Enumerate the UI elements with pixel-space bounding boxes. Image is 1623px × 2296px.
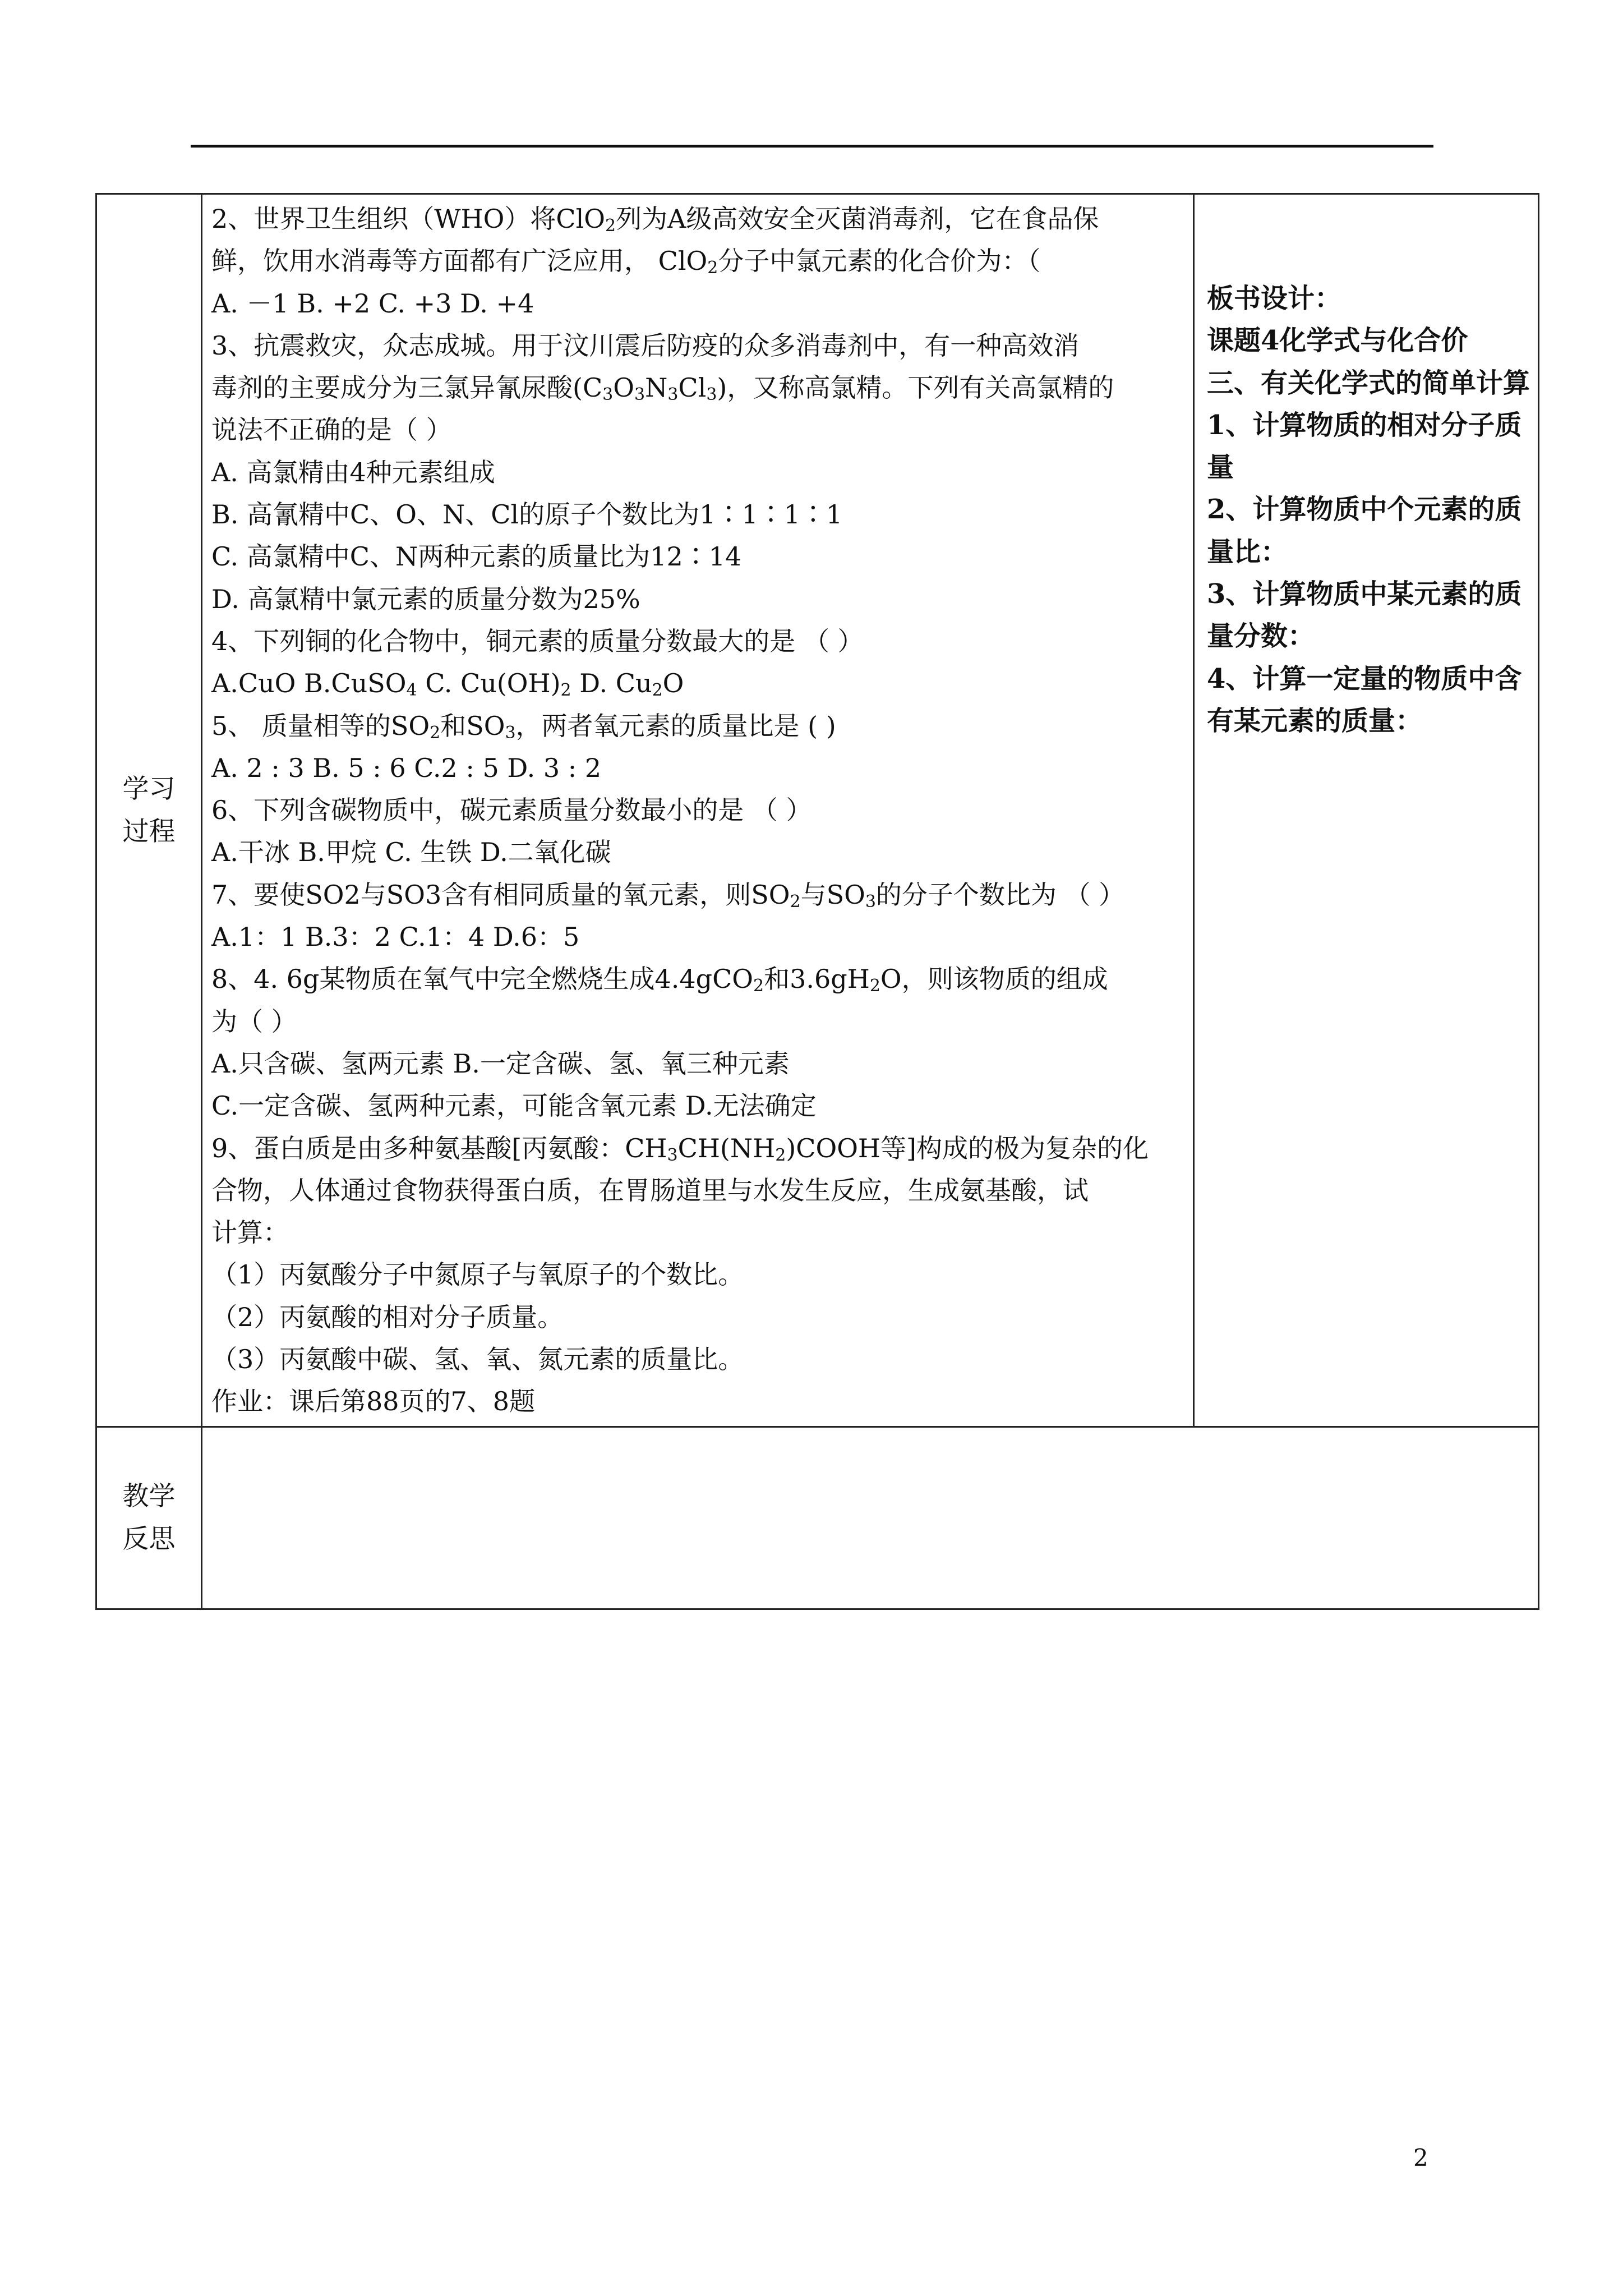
text-segment: 的分子个数比为 （ ） [875, 879, 1125, 910]
content-line [211, 1254, 1193, 1296]
text-segment: 8、4. 6g某物质在氧气中完全燃烧生成4.4gCO [211, 964, 753, 995]
text-segment: 鲜，饮用水消毒等方面都有广泛应用， ClO [211, 246, 708, 277]
board-line: 1、计算物质的相对分子质量 [1207, 409, 1522, 484]
content-line [211, 325, 1193, 367]
text-segment: O [662, 668, 684, 699]
row-label-line: 过程 [122, 816, 176, 847]
content-line [211, 240, 1193, 282]
text-segment: D. Cu [571, 668, 652, 699]
text-segment: 3、抗震救灾，众志成城。用于汶川震后防疫的众多消毒剂中，有一种高效消 [211, 330, 1080, 361]
content-line [211, 1001, 1193, 1043]
content-line [211, 1043, 1193, 1085]
subscript: 2 [775, 1145, 786, 1165]
text-segment: A.只含碳、氢两元素 B.一定含碳、氢、氧三种元素 [211, 1048, 790, 1079]
lesson-content [202, 194, 1194, 1427]
text-segment: 6、下列含碳物质中，碳元素质量分数最小的是 （ ） [211, 795, 812, 826]
text-segment: （1）丙氨酸分子中氮原子与氧原子的个数比。 [211, 1259, 744, 1290]
text-segment: ，两者氧元素的质量比是 ( ) [515, 710, 836, 741]
board-line: 2、计算物质中个元素的质量比： [1207, 494, 1522, 568]
subscript: 4 [406, 680, 417, 701]
header-rule [191, 145, 1433, 148]
content-line [211, 1381, 1193, 1423]
text-segment: A.干冰 B.甲烷 C. 生铁 D.二氧化碳 [211, 837, 611, 868]
content-line [211, 283, 1193, 325]
text-segment: A.CuO B.CuSO [211, 668, 407, 699]
content-line [211, 705, 1193, 747]
subscript: 2 [430, 723, 441, 743]
subscript: 2 [605, 216, 616, 236]
subscript: 3 [505, 723, 516, 743]
subscript: 3 [706, 385, 717, 405]
row-label-line: 学习 [122, 773, 176, 804]
text-segment: 5、 质量相等的SO [211, 710, 430, 741]
text-segment: O [613, 372, 634, 403]
subscript: 2 [869, 976, 880, 996]
text-segment: 7、要使SO2与SO3含有相同质量的氧元素，则SO [211, 879, 790, 910]
board-line: 3、计算物质中某元素的质量分数： [1207, 578, 1522, 652]
subscript: 2 [560, 680, 571, 701]
subscript: 3 [602, 385, 614, 405]
content-line [211, 1085, 1193, 1127]
content-line [211, 831, 1193, 873]
content-line [211, 1338, 1193, 1381]
subscript: 3 [865, 891, 876, 912]
text-segment: （3）丙氨酸中碳、氢、氧、氮元素的质量比。 [211, 1344, 744, 1375]
lesson-table [95, 193, 1539, 1610]
learning-process-row [96, 194, 1539, 1427]
text-segment: )，又称高氯精。下列有关高氯精的 [717, 372, 1114, 403]
content-line [211, 1212, 1193, 1254]
subscript: 3 [667, 1145, 678, 1165]
reflection-cell [202, 1427, 1539, 1609]
subscript: 3 [667, 385, 679, 405]
row-label-line: 反思 [122, 1524, 176, 1554]
text-segment: 和3.6gH [764, 964, 870, 995]
text-segment: 列为A级高效安全灭菌消毒剂，它在食品保 [616, 204, 1099, 234]
content-line [211, 1128, 1193, 1170]
board-line: 4、计算一定量的物质中含有某元素的质量： [1207, 662, 1522, 737]
text-segment: )COOH等]构成的极为复杂的化 [786, 1133, 1149, 1163]
text-segment: B. 高氰精中C、O、N、Cl的原子个数比为1∶1∶1∶1 [211, 499, 843, 530]
text-segment: 说法不正确的是（ ） [211, 415, 452, 445]
text-segment: 9、蛋白质是由多种氨基酸[丙氨酸：CH [211, 1133, 667, 1163]
row-label-line: 教学 [122, 1481, 176, 1512]
text-segment: CH(NH [677, 1133, 776, 1163]
text-segment: A.1：1 B.3：2 C.1：4 D.6：5 [211, 922, 580, 953]
content-line [211, 958, 1193, 1000]
content-line [211, 494, 1193, 536]
teaching-reflection-row [96, 1427, 1539, 1609]
content-line [211, 1170, 1193, 1212]
text-segment: 分子中氯元素的化合价为：（ [718, 246, 1041, 277]
content-line [211, 1296, 1193, 1338]
text-segment: D. 高氯精中氯元素的质量分数为25% [211, 583, 640, 614]
text-segment: 2、世界卫生组织（WHO）将ClO [211, 204, 605, 234]
text-segment: 毒剂的主要成分为三氯异氰尿酸(C [211, 372, 603, 403]
row-label-teaching-reflection [96, 1427, 202, 1609]
text-segment: A. 高氯精由4种元素组成 [211, 457, 495, 487]
text-segment: A. 2 : 3 B. 5 : 6 C.2 : 5 D. 3 : 2 [211, 752, 602, 783]
content-line [211, 874, 1193, 916]
page-number: 2 [1413, 2144, 1428, 2171]
blackboard-design [1194, 194, 1539, 1427]
subscript: 2 [707, 258, 718, 278]
text-segment: N [645, 372, 668, 403]
subscript: 2 [790, 891, 801, 912]
text-segment: C. 高氯精中C、N两种元素的质量比为12∶14 [211, 541, 742, 572]
content-line [211, 409, 1193, 451]
board-line: 板书设计： [1207, 283, 1342, 314]
text-segment: C.一定含碳、氢两种元素，可能含氧元素 D.无法确定 [211, 1091, 817, 1121]
content-line [211, 198, 1193, 240]
content-line [211, 747, 1193, 789]
text-segment: 作业：课后第88页的7、8题 [211, 1386, 536, 1417]
row-label-learning-process [96, 194, 202, 1427]
text-segment: O，则该物质的组成 [880, 964, 1108, 995]
board-line: 课题4化学式与化合价 [1207, 325, 1468, 357]
text-segment: 为（ ） [211, 1006, 297, 1037]
text-segment: 4、下列铜的化合物中，铜元素的质量分数最大的是 （ ） [211, 625, 864, 656]
content-line [211, 452, 1193, 494]
subscript: 2 [652, 680, 663, 701]
content-line [211, 620, 1193, 662]
text-segment: （2）丙氨酸的相对分子质量。 [211, 1301, 564, 1332]
board-line: 三、有关化学式的简单计算 [1207, 367, 1530, 399]
subscript: 2 [753, 976, 764, 996]
text-segment: 合物，人体通过食物获得蛋白质，在胃肠道里与水发生反应，生成氨基酸，试 [211, 1175, 1089, 1205]
text-segment: 计算： [211, 1217, 289, 1248]
text-segment: Cl [678, 372, 707, 403]
content-line [211, 536, 1193, 578]
content-line [211, 578, 1193, 620]
content-line [211, 662, 1193, 705]
text-segment: 和SO [440, 710, 505, 741]
subscript: 3 [634, 385, 645, 405]
content-line [211, 916, 1193, 958]
text-segment: 与SO [800, 879, 865, 910]
text-segment: C. Cu(OH) [417, 668, 561, 699]
content-line [211, 367, 1193, 409]
text-segment: A. －1 B. +2 C. +3 D. +4 [211, 288, 534, 319]
content-line [211, 789, 1193, 831]
